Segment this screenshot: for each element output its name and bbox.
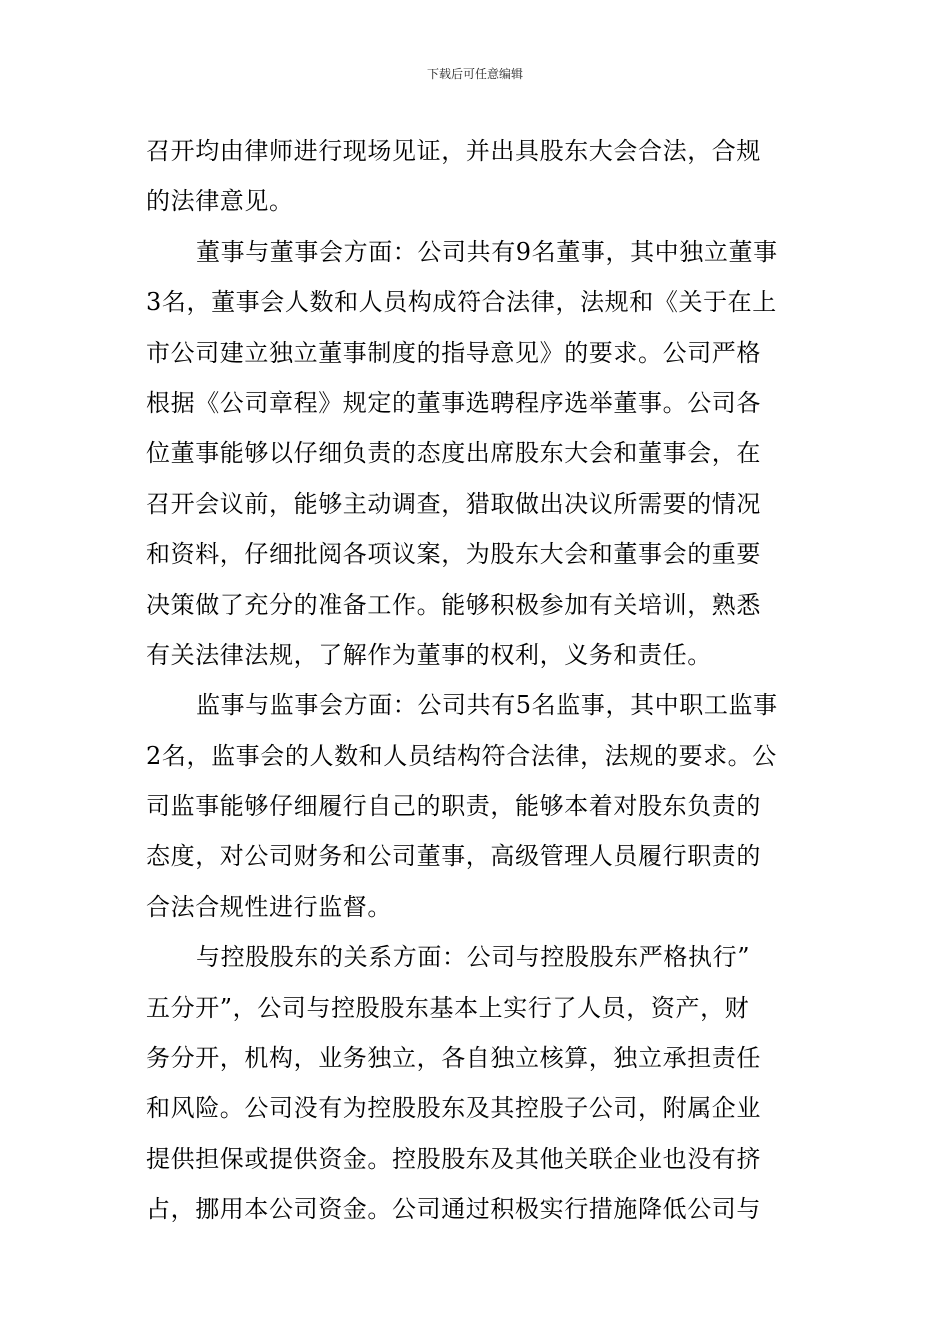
text-line: 提供担保或提供资金。控股股东及其他关联企业也没有挤 <box>146 1144 761 1173</box>
text-line: 位董事能够以仔细负责的态度出席股东大会和董事会，在 <box>146 439 761 468</box>
paragraph-start-line: 董事与董事会方面：公司共有9名董事，其中独立董事 <box>196 237 778 266</box>
text-line: 3名，董事会人数和人员构成符合法律，法规和《关于在上 <box>146 288 777 317</box>
text-line: 和风险。公司没有为控股股东及其控股子公司，附属企业 <box>146 1094 761 1123</box>
text-line: 2名，监事会的人数和人员结构符合法律，法规的要求。公 <box>146 741 777 770</box>
text-line: 有关法律法规，了解作为董事的权利，义务和责任。 <box>146 640 712 669</box>
text-line: 的法律意见。 <box>146 187 294 216</box>
text-line: 合法合规性进行监督。 <box>146 892 392 921</box>
paragraph-start-line: 与控股股东的关系方面：公司与控股股东严格执行” <box>196 943 751 972</box>
text-line: 召开会议前，能够主动调查，猎取做出决议所需要的情况 <box>146 489 761 518</box>
text-line: 司监事能够仔细履行自己的职责，能够本着对股东负责的 <box>146 792 761 821</box>
page-header: 下载后可任意编辑 <box>426 67 523 81</box>
text-line: 态度，对公司财务和公司董事，高级管理人员履行职责的 <box>146 842 761 871</box>
document-body <box>146 126 806 1235</box>
text-line: 五分开”，公司与控股股东基本上实行了人员，资产，财 <box>146 993 750 1022</box>
text-line: 占，挪用本公司资金。公司通过积极实行措施降低公司与 <box>146 1195 761 1224</box>
text-line: 市公司建立独立董事制度的指导意见》的要求。公司严格 <box>146 338 761 367</box>
text-line: 召开均由律师进行现场见证，并出具股东大会合法，合规 <box>146 137 761 165</box>
text-line: 根据《公司章程》规定的董事选聘程序选举董事。公司各 <box>146 388 761 417</box>
paragraph-start-line: 监事与监事会方面：公司共有5名监事，其中职工监事 <box>196 691 778 720</box>
text-line: 和资料，仔细批阅各项议案，为股东大会和董事会的重要 <box>146 540 761 569</box>
text-line: 务分开，机构，业务独立，各自独立核算，独立承担责任 <box>146 1044 761 1073</box>
text-line: 决策做了充分的准备工作。能够积极参加有关培训，熟悉 <box>146 590 761 619</box>
